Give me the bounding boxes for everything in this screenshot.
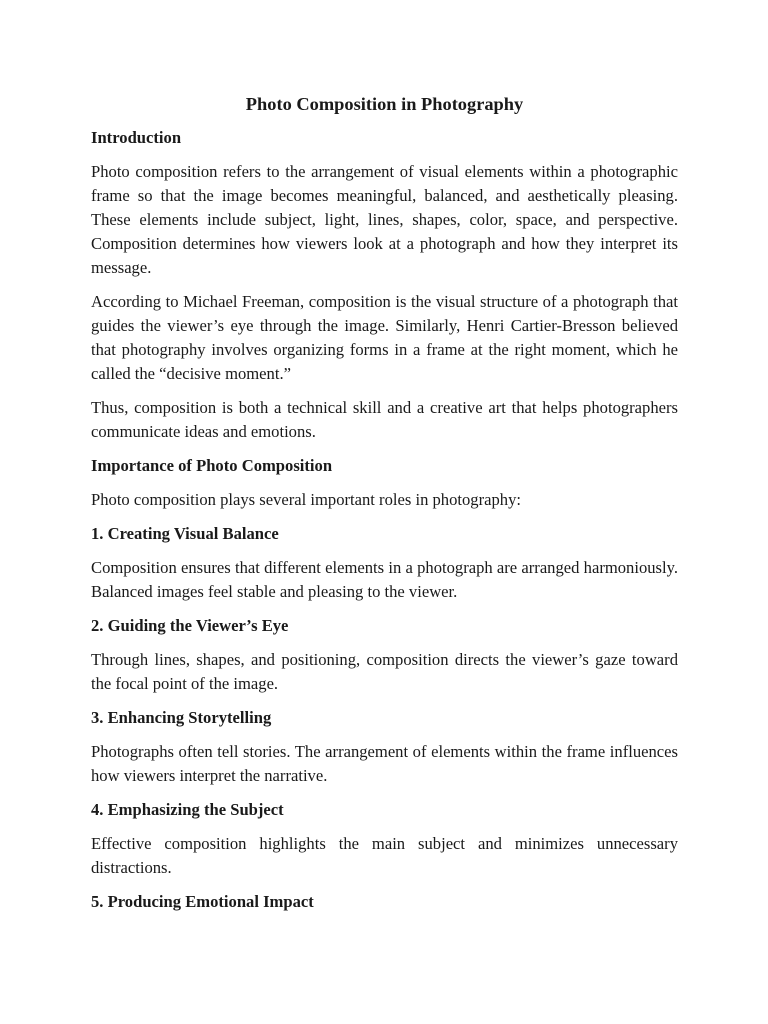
importance-section [91,522,678,604]
subsection-text: Composition ensures that different elements in a photograph are arranged harmoniously. Balanced images feel stable and pleasing to the viewer. [91,558,678,601]
intro-paragraph: According to Michael Freeman, composition is the visual structure of a photograph that guides the viewer’s eye through the image. Similarly, Henri Cartier-Bresson believed that photography involves organizing forms in a frame at the right moment, which he called the “decisive moment.” [91,292,678,383]
importance-sections [91,522,678,914]
subsection-text: Photographs often tell stories. The arrangement of elements within the frame influences how viewers interpret the narrative. [91,742,678,785]
intro-paragraph: Thus, composition is both a technical skill and a creative art that helps photographers communicate ideas and emotions. [91,398,678,441]
subsection-heading: 4. Emphasizing the Subject [91,800,284,819]
subsection-heading: 2. Guiding the Viewer’s Eye [91,616,289,635]
subsection-heading: 5. Producing Emotional Impact [91,892,314,911]
subsection-heading: 1. Creating Visual Balance [91,524,279,543]
section-heading-introduction: Introduction [91,128,182,147]
subsection-text: Effective composition highlights the main subject and minimizes unnecessary distractions. [91,834,678,877]
importance-section [91,798,678,880]
intro-paragraph: Photo composition refers to the arrangement of visual elements within a photographic frame so that the image becomes meaningful, balanced, and aesthetically pleasing. These elements include subject, light, lines, shapes, color, space, and perspective. Composition determines how viewers look at a photograph and how they interpret its message. [91,162,678,277]
importance-section [91,614,678,696]
importance-section [91,890,678,914]
importance-section [91,706,678,788]
subsection-text: Through lines, shapes, and positioning, composition directs the viewer’s gaze toward the focal point of the image. [91,650,678,693]
subsection-heading: 3. Enhancing Storytelling [91,708,272,727]
section-heading-importance: Importance of Photo Composition [91,456,333,475]
importance-intro: Photo composition plays several important roles in photography: [91,490,521,509]
document-title: Photo Composition in Photography [245,94,524,114]
